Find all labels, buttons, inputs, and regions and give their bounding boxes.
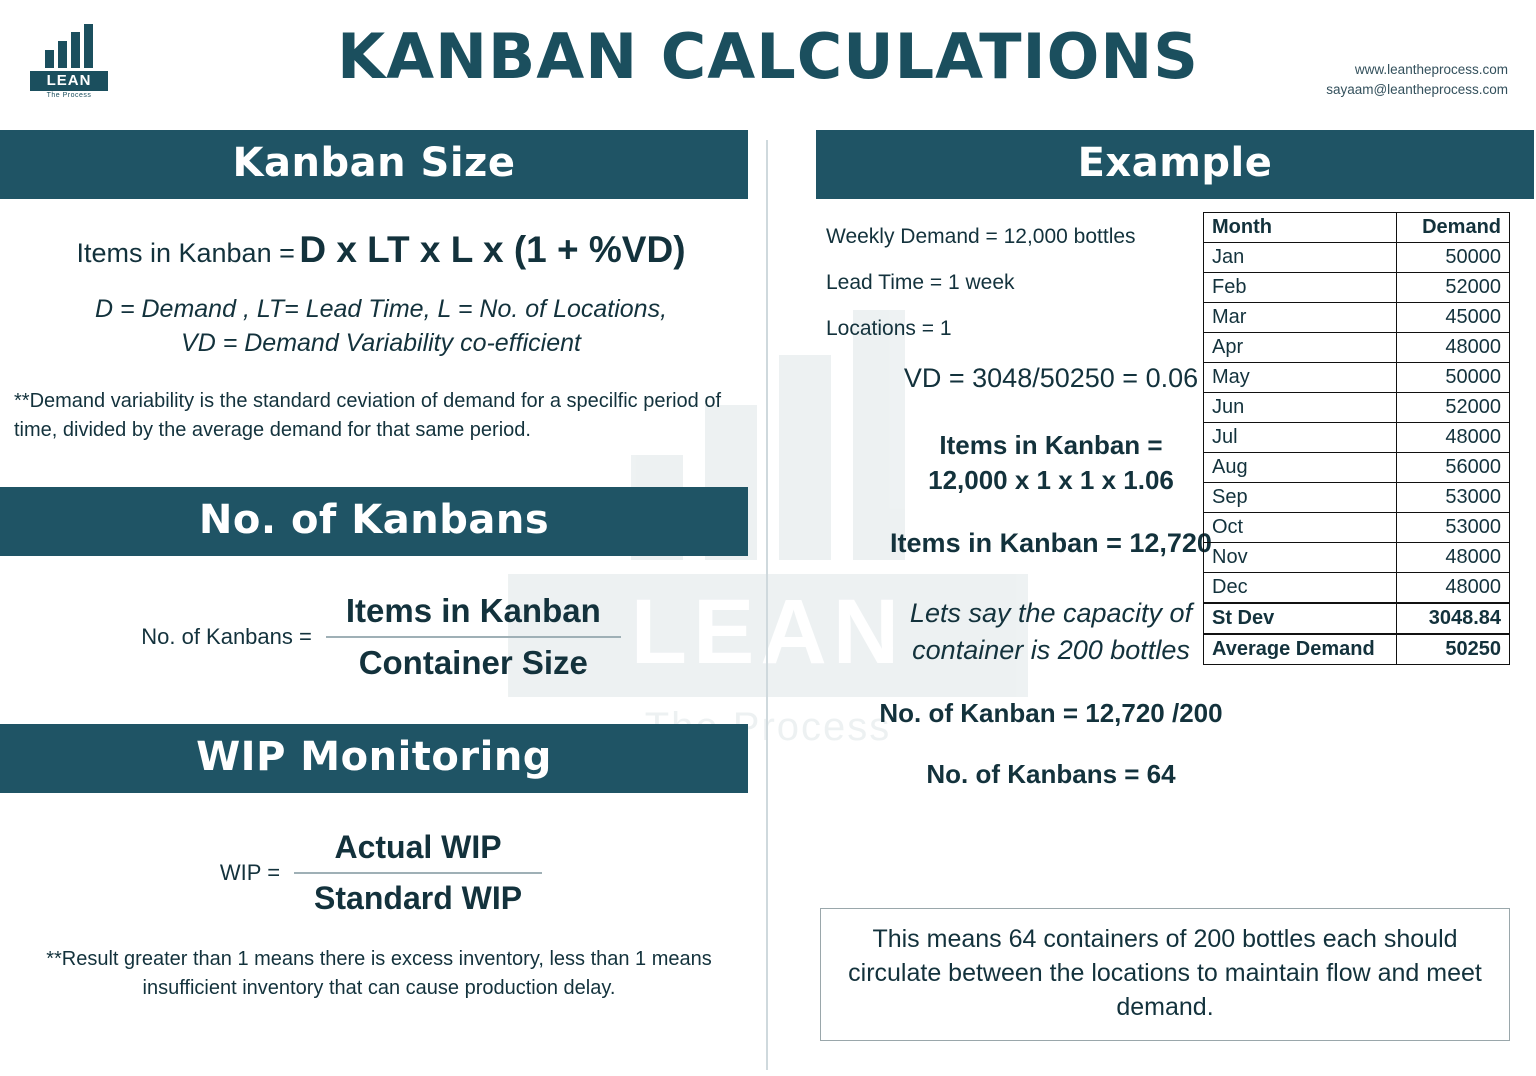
section-header-wip-monitoring: WIP Monitoring (0, 724, 748, 793)
items-in-kanban-result: Items in Kanban = 12,720 (890, 528, 1212, 559)
column-divider (766, 140, 768, 1070)
cell-average-label: Average Demand (1204, 634, 1397, 665)
table-row (1204, 483, 1510, 513)
cell-month: Jul (1204, 423, 1397, 453)
cell-month: Jun (1204, 393, 1397, 423)
fraction-bar (294, 872, 542, 874)
right-column (762, 130, 1536, 1076)
watermark-word: LEAN (508, 574, 1028, 697)
page-title: KANBAN CALCULATIONS (337, 20, 1199, 93)
cell-month: Apr (1204, 333, 1397, 363)
wip-denominator: Standard WIP (314, 879, 523, 916)
given-lead-time: Lead Time = 1 week (826, 271, 1015, 294)
wip-note: **Result greater than 1 means there is excess inventory, less than 1 means insufficient inventory that can cause production delay. (46, 947, 712, 999)
cell-demand: 48000 (1397, 543, 1510, 573)
no-of-kanbans-denominator: Container Size (358, 643, 588, 681)
table-header-row (1204, 213, 1510, 243)
formula-legend-line-2: VD = Demand Variability co-efficient (181, 328, 581, 357)
given-locations: Locations = 1 (826, 317, 952, 340)
monthly-demand-table (1203, 212, 1510, 665)
cell-demand: 52000 (1397, 273, 1510, 303)
cell-month: Dec (1204, 573, 1397, 604)
watermark-sub: The Process (644, 705, 892, 749)
cell-month: May (1204, 363, 1397, 393)
cell-month: Oct (1204, 513, 1397, 543)
header (0, 0, 1536, 130)
table-row (1204, 303, 1510, 333)
column-header-demand: Demand (1397, 213, 1510, 243)
table-row (1204, 573, 1510, 604)
items-in-kanban-expression: 12,000 x 1 x 1 x 1.06 (928, 465, 1174, 496)
wip-formula (0, 827, 762, 919)
section-header-no-of-kanbans: No. of Kanbans (0, 487, 748, 556)
logo-word: LEAN (30, 71, 108, 91)
table-row (1204, 543, 1510, 573)
kanban-size-formula-label: Items in Kanban = (76, 238, 295, 268)
given-weekly-demand: Weekly Demand = 12,000 bottles (826, 225, 1136, 248)
cell-demand: 48000 (1397, 423, 1510, 453)
table-row (1204, 243, 1510, 273)
cell-demand: 48000 (1397, 573, 1510, 604)
wip-fraction (294, 827, 542, 919)
formula-legend (0, 293, 762, 361)
cell-demand: 53000 (1397, 513, 1510, 543)
container-capacity-line-2: container is 200 bottles (912, 634, 1190, 665)
conclusion-box: This means 64 containers of 200 bottles each should circulate between the locations to maintain flow and meet demand. (820, 908, 1510, 1041)
table-row-average (1204, 634, 1510, 665)
contact-info (1326, 60, 1508, 101)
website-text: www.leantheprocess.com (1354, 62, 1508, 77)
cell-demand: 56000 (1397, 453, 1510, 483)
example-given-values (788, 225, 1256, 341)
table-row (1204, 453, 1510, 483)
table-row (1204, 363, 1510, 393)
demand-variability-note: **Demand variability is the standard ceviation of demand for a specilfic period of time, divided by the average demand for that same period. (14, 389, 722, 441)
items-in-kanban-label: Items in Kanban = (939, 430, 1163, 460)
table-row (1204, 423, 1510, 453)
vd-calculation: VD = 3048/50250 = 0.06 (903, 363, 1199, 393)
no-of-kanbans-fraction (326, 590, 621, 684)
wip-label: WIP = (219, 859, 281, 885)
cell-month: Aug (1204, 453, 1397, 483)
cell-average-value: 50250 (1397, 634, 1510, 665)
table-row (1204, 273, 1510, 303)
column-header-month: Month (1204, 213, 1397, 243)
no-of-kanbans-formula (0, 590, 762, 684)
table-row (1204, 393, 1510, 423)
email-text: sayaam@leantheprocess.com (1326, 82, 1508, 98)
kanban-size-formula-expression: D x LT x L x (1 + %VD) (299, 229, 686, 270)
fraction-bar (326, 636, 621, 638)
cell-month: Mar (1204, 303, 1397, 333)
left-column (0, 130, 762, 1076)
no-of-kanbans-numerator: Items in Kanban (345, 591, 601, 629)
kanban-size-formula (0, 229, 762, 271)
logo-subtitle: The Process (46, 92, 92, 99)
cell-demand: 53000 (1397, 483, 1510, 513)
cell-month: Feb (1204, 273, 1397, 303)
cell-demand: 50000 (1397, 363, 1510, 393)
table-row (1204, 513, 1510, 543)
no-of-kanban-calculation: No. of Kanban = 12,720 /200 (879, 698, 1223, 729)
cell-stdev-value: 3048.84 (1397, 603, 1510, 634)
section-header-kanban-size: Kanban Size (0, 130, 748, 199)
section-header-example: Example (816, 130, 1534, 199)
container-capacity-line-1: Lets say the capacity of (909, 598, 1193, 629)
cell-month: Jan (1204, 243, 1397, 273)
wip-numerator: Actual WIP (334, 828, 502, 865)
content-columns (0, 130, 1536, 1076)
cell-demand: 45000 (1397, 303, 1510, 333)
no-of-kanban-result: No. of Kanbans = 64 (926, 759, 1176, 790)
cell-month: Nov (1204, 543, 1397, 573)
no-of-kanbans-label: No. of Kanbans = (141, 623, 312, 649)
formula-legend-line-1: D = Demand , LT= Lead Time, L = No. of Locations, (94, 295, 668, 323)
cell-demand: 50000 (1397, 243, 1510, 273)
cell-stdev-label: St Dev (1204, 603, 1397, 634)
table-row-stdev (1204, 603, 1510, 634)
table-row (1204, 333, 1510, 363)
cell-demand: 52000 (1397, 393, 1510, 423)
cell-month: Sep (1204, 483, 1397, 513)
cell-demand: 48000 (1397, 333, 1510, 363)
